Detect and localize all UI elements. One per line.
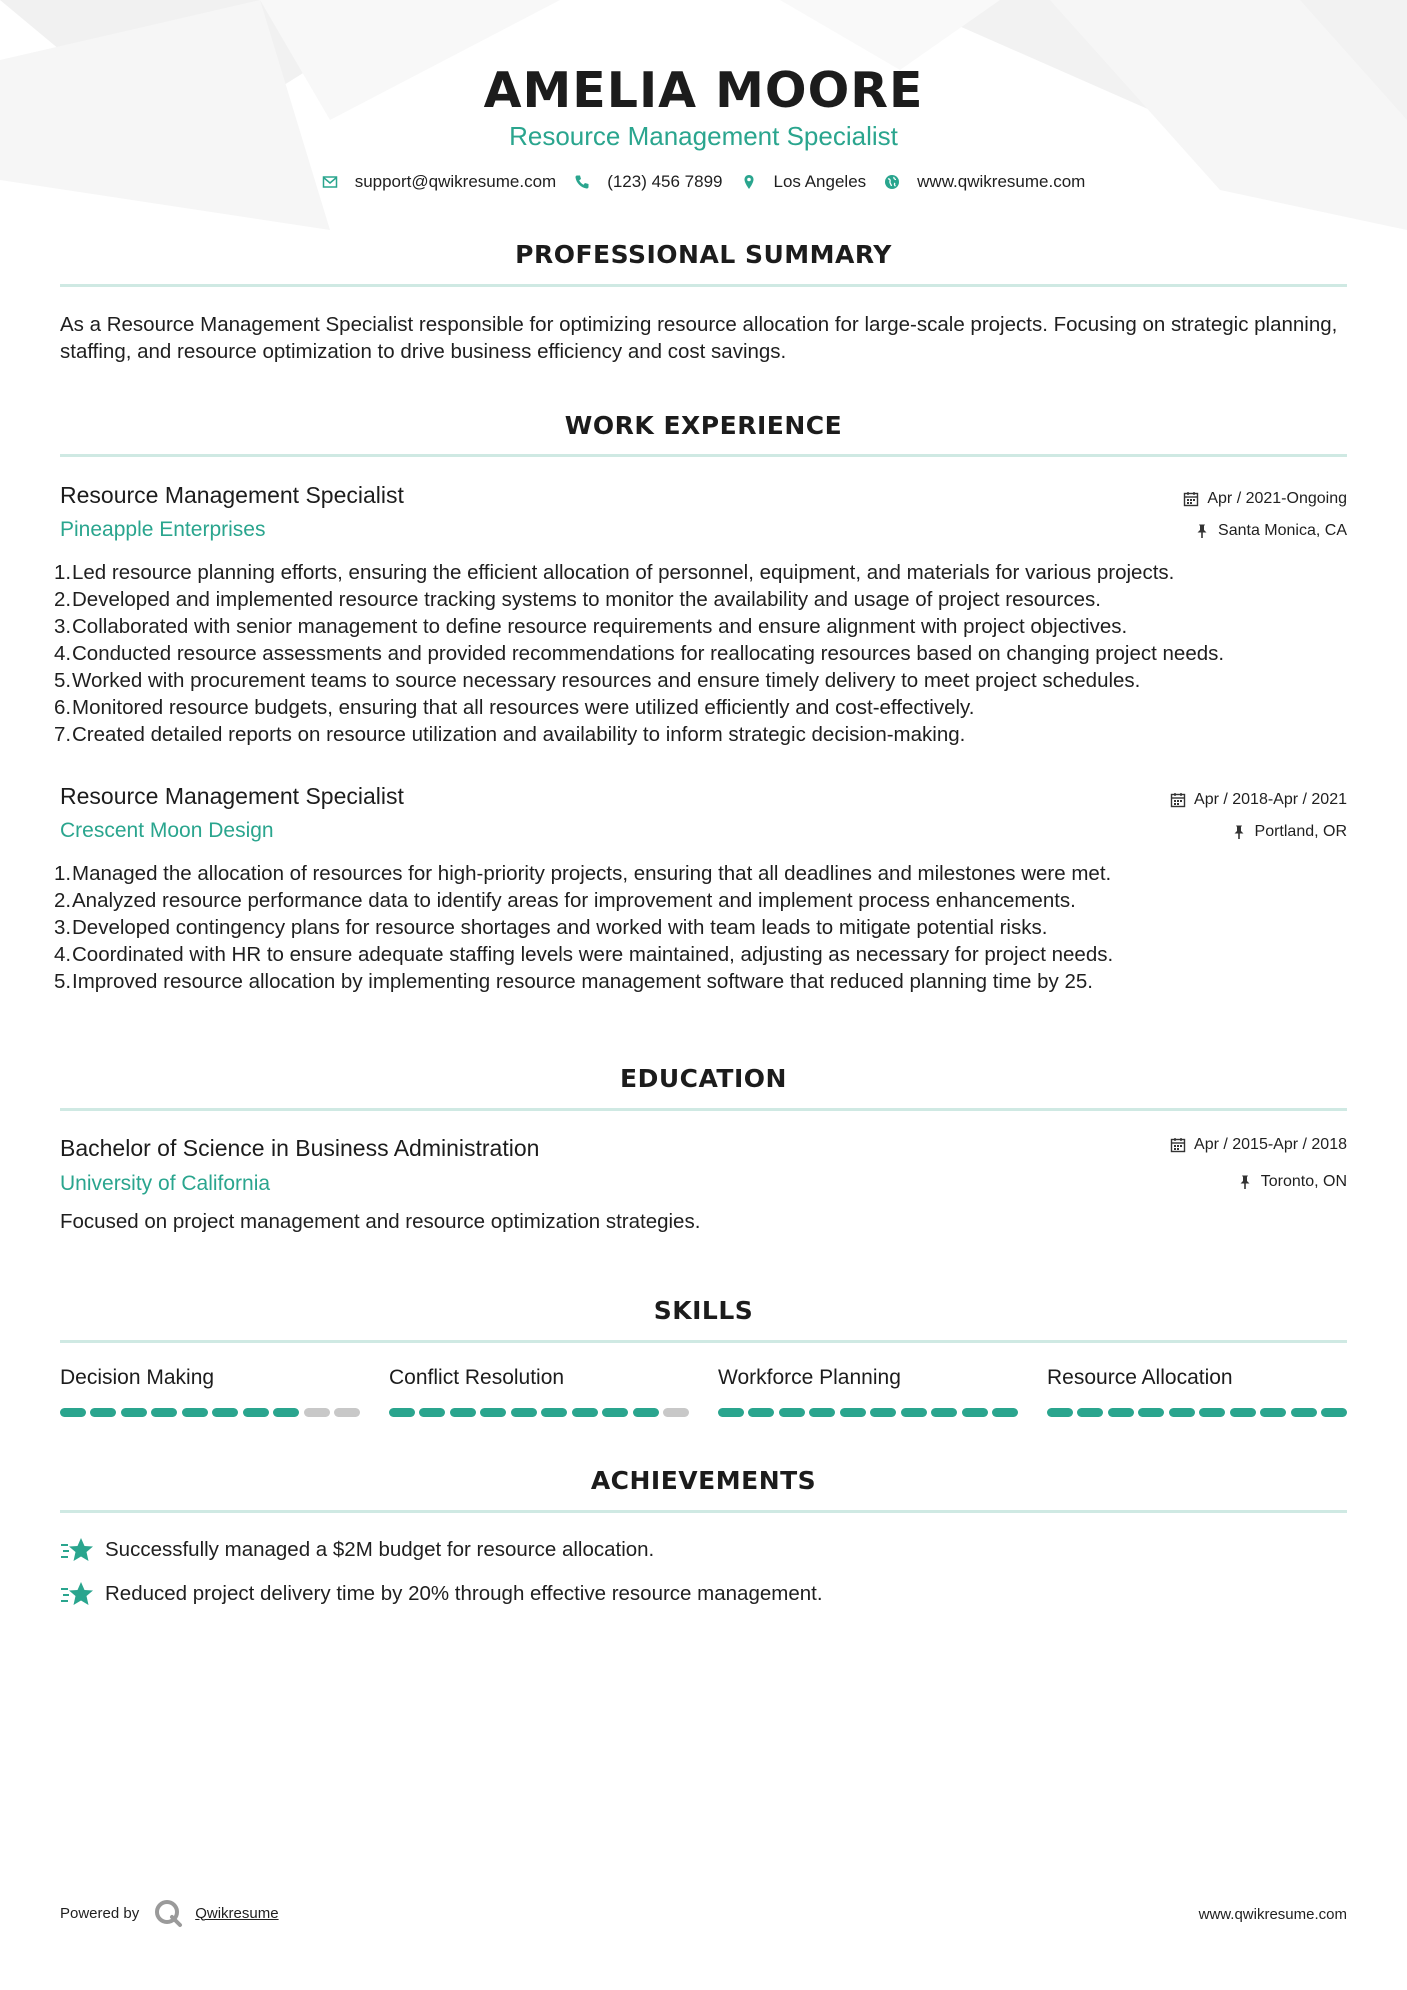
job-2-location [1231,823,1347,841]
skill-segment-filled [1199,1408,1225,1417]
education-dates-text: Apr / 2015-Apr / 2018 [1194,1136,1347,1153]
calendar-icon [1170,1137,1186,1153]
education-school: University of California [60,1172,271,1195]
calendar-icon [1183,491,1199,507]
skill-segment-filled [212,1408,238,1417]
skill-segment-filled [572,1408,598,1417]
pushpin-icon [1231,824,1247,840]
education-location [1237,1173,1347,1191]
skill-segment-filled [1047,1408,1073,1417]
skill-name: Decision Making [60,1366,215,1389]
skill-segment-empty [304,1408,330,1417]
skill-segment-filled [450,1408,476,1417]
job-1-bullets [54,559,1355,748]
summary-divider [60,284,1347,287]
contact-email-text: support@qwikresume.com [354,172,557,191]
skill-segment-filled [901,1408,927,1417]
job-1-location-text: Santa Monica, CA [1218,522,1347,539]
skill-item [718,1366,1018,1417]
achievement-text: Reduced project delivery time by 20% through effective resource management. [105,1582,823,1605]
skill-segment-filled [480,1408,506,1417]
contact-phone-text: (123) 456 7899 [607,172,723,191]
contact-website-text: www.qwikresume.com [917,172,1086,191]
job-2-dates-text: Apr / 2018-Apr / 2021 [1194,791,1347,808]
achievement-text: Successfully managed a $2M budget for resource allocation. [105,1538,655,1561]
education-dates [1170,1136,1347,1154]
skill-segment-filled [962,1408,988,1417]
job-1-dates-text: Apr / 2021-Ongoing [1207,490,1347,507]
phone-icon [574,174,590,190]
experience-divider [60,454,1347,457]
skill-segment-filled [541,1408,567,1417]
skill-segment-filled [60,1408,86,1417]
list-item: 4. Conducted resource assessments and provided recommendations for reallocating resources based on changing project needs. [54,642,1225,665]
education-heading: EDUCATION [620,1064,787,1093]
skill-rating-bar [1047,1408,1347,1417]
education-divider [60,1108,1347,1111]
candidate-name: AMELIA MOORE [483,62,924,119]
skill-segment-filled [243,1408,269,1417]
skills-divider [60,1340,1347,1343]
list-item: 1. Managed the allocation of resources for high-priority projects, ensuring that all deadlines and milestones were met. [54,862,1112,885]
list-item: 2. Analyzed resource performance data to identify areas for improvement and implement process enhancements. [54,889,1076,912]
star-icon [60,1580,94,1608]
skill-segment-filled [718,1408,744,1417]
skill-segment-filled [840,1408,866,1417]
achievements-divider [60,1510,1347,1513]
skill-segment-filled [151,1408,177,1417]
job-2-bullets [54,860,1355,995]
contact-website[interactable] [884,172,1085,192]
contact-location-text: Los Angeles [773,172,867,191]
summary-heading: PROFESSIONAL SUMMARY [515,240,892,269]
skill-segment-filled [809,1408,835,1417]
map-pin-icon [741,174,757,190]
skill-name: Workforce Planning [718,1366,901,1389]
job-2-location-text: Portland, OR [1254,823,1347,840]
contact-bar [0,172,1407,192]
skill-rating-bar [718,1408,1018,1417]
star-icon [60,1536,94,1564]
achievement-item [60,1536,654,1564]
skill-item [60,1366,360,1417]
skill-segment-filled [511,1408,537,1417]
list-item: 5. Improved resource allocation by implementing resource management software that reduced planning time by 25. [54,970,1093,993]
skill-segment-empty [663,1408,689,1417]
list-item: 1. Led resource planning efforts, ensuring the efficient allocation of personnel, equipment, and materials for various projects. [54,561,1175,584]
summary-text: As a Resource Management Specialist responsible for optimizing resource allocation for large-scale projects. Focusing on strategic planning, staffing, and resource optimization to drive business efficiency and cost savings. [60,313,1338,363]
footer-powered-by [60,1898,279,1928]
job-1-company: Pineapple Enterprises [60,518,266,541]
job-2-title: Resource Management Specialist [60,783,404,809]
job-1-location [1194,522,1347,540]
skill-rating-bar [60,1408,360,1417]
skill-segment-filled [419,1408,445,1417]
education-degree: Bachelor of Science in Business Administration [60,1135,540,1161]
skill-segment-filled [1260,1408,1286,1417]
skills-list [60,1366,1347,1417]
skill-rating-bar [389,1408,689,1417]
skill-segment-filled [389,1408,415,1417]
list-item: 3. Collaborated with senior management to define resource requirements and ensure alignment with project objectives. [54,615,1128,638]
job-2-company: Crescent Moon Design [60,819,274,842]
skill-segment-filled [1291,1408,1317,1417]
skill-segment-filled [870,1408,896,1417]
education-description: Focused on project management and resource optimization strategies. [60,1210,701,1233]
globe-icon [884,174,900,190]
skill-segment-filled [931,1408,957,1417]
skill-segment-filled [1230,1408,1256,1417]
skill-segment-filled [90,1408,116,1417]
contact-email[interactable] [322,172,557,192]
contact-phone[interactable] [574,172,722,192]
skill-segment-filled [273,1408,299,1417]
skill-item [389,1366,689,1417]
experience-heading: WORK EXPERIENCE [564,411,843,440]
skill-name: Conflict Resolution [389,1366,565,1389]
skill-segment-filled [1321,1408,1347,1417]
pushpin-icon [1194,523,1210,539]
education-location-text: Toronto, ON [1260,1173,1347,1190]
job-2-dates [1170,791,1347,809]
list-item: 5. Worked with procurement teams to source necessary resources and ensure timely delivery to meet project schedules. [54,669,1141,692]
job-1-dates [1183,490,1347,508]
skill-segment-filled [1077,1408,1103,1417]
powered-by-label: Powered by [60,1904,140,1922]
achievements-heading: ACHIEVEMENTS [590,1466,817,1495]
skill-name: Resource Allocation [1047,1366,1233,1389]
calendar-icon [1170,792,1186,808]
skill-segment-filled [1108,1408,1134,1417]
skill-segment-filled [779,1408,805,1417]
qwikresume-link[interactable]: Qwikresume [195,1904,279,1922]
envelope-icon [322,174,338,190]
skill-segment-filled [748,1408,774,1417]
qwikresume-logo-icon [153,1898,183,1928]
contact-location [741,172,867,192]
skill-item [1047,1366,1347,1417]
skill-segment-filled [1138,1408,1164,1417]
skill-segment-empty [334,1408,360,1417]
candidate-title: Resource Management Specialist [509,121,898,151]
list-item: 7. Created detailed reports on resource utilization and availability to inform strategic decision-making. [54,723,966,746]
skill-segment-filled [121,1408,147,1417]
skill-segment-filled [602,1408,628,1417]
skill-segment-filled [633,1408,659,1417]
achievement-item [60,1580,823,1608]
list-item: 4. Coordinated with HR to ensure adequate staffing levels were maintained, adjusting as necessary for project needs. [54,943,1114,966]
list-item: 2. Developed and implemented resource tracking systems to monitor the availability and usage of project resources. [54,588,1101,611]
pushpin-icon [1237,1174,1253,1190]
list-item: 3. Developed contingency plans for resource shortages and worked with team leads to mitigate potential risks. [54,916,1048,939]
list-item: 6. Monitored resource budgets, ensuring that all resources were utilized efficiently and cost-effectively. [54,696,975,719]
job-1-title: Resource Management Specialist [60,482,404,508]
skill-segment-filled [1169,1408,1195,1417]
skills-heading: SKILLS [653,1296,754,1325]
skill-segment-filled [182,1408,208,1417]
footer-website[interactable]: www.qwikresume.com [1198,1906,1347,1923]
skill-segment-filled [992,1408,1018,1417]
